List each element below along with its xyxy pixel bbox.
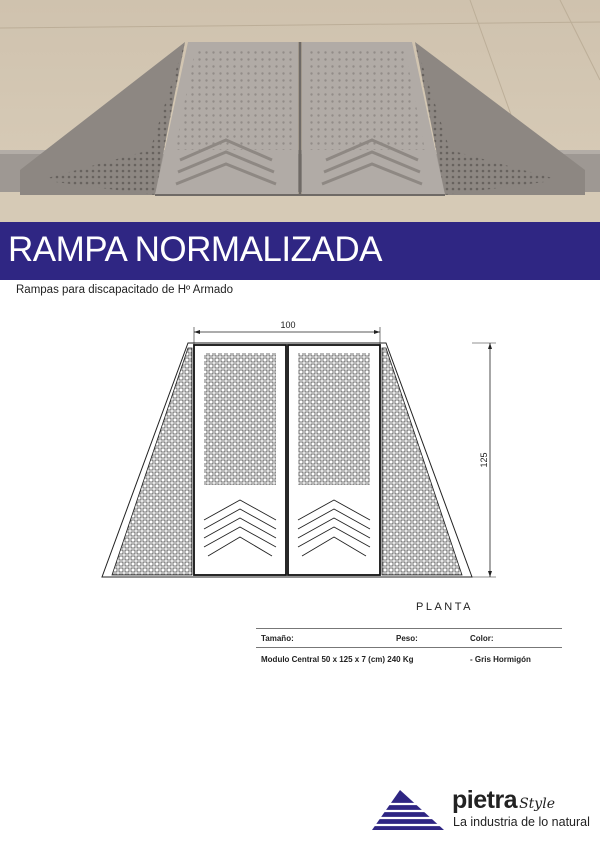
color-value: - Gris Hormigón bbox=[470, 655, 531, 664]
spec-data-row bbox=[256, 650, 562, 668]
page-title: RAMPA NORMALIZADA bbox=[8, 230, 382, 269]
brand-name bbox=[452, 786, 555, 815]
weight-header: Peso: bbox=[396, 634, 418, 643]
brand-style: Style bbox=[519, 796, 555, 812]
page-subtitle: Rampas para discapacitado de Hº Armado bbox=[16, 284, 234, 296]
height-label: 125 bbox=[479, 452, 489, 468]
brand-logo-icon bbox=[372, 790, 444, 832]
brand-tagline: La industria de lo natural bbox=[453, 815, 590, 829]
size-header: Tamaño: bbox=[261, 634, 294, 643]
spec-header-row bbox=[256, 628, 562, 648]
plan-drawing bbox=[100, 315, 510, 587]
view-label: PLANTA bbox=[416, 601, 473, 613]
brand-pietra: pietra bbox=[452, 786, 518, 814]
ramp-photo bbox=[0, 0, 600, 222]
spec-table bbox=[256, 628, 562, 668]
size-value: Modulo Central 50 x 125 x 7 (cm) 240 Kg bbox=[261, 655, 414, 664]
color-header: Color: bbox=[470, 634, 494, 643]
width-label: 100 bbox=[280, 320, 296, 330]
